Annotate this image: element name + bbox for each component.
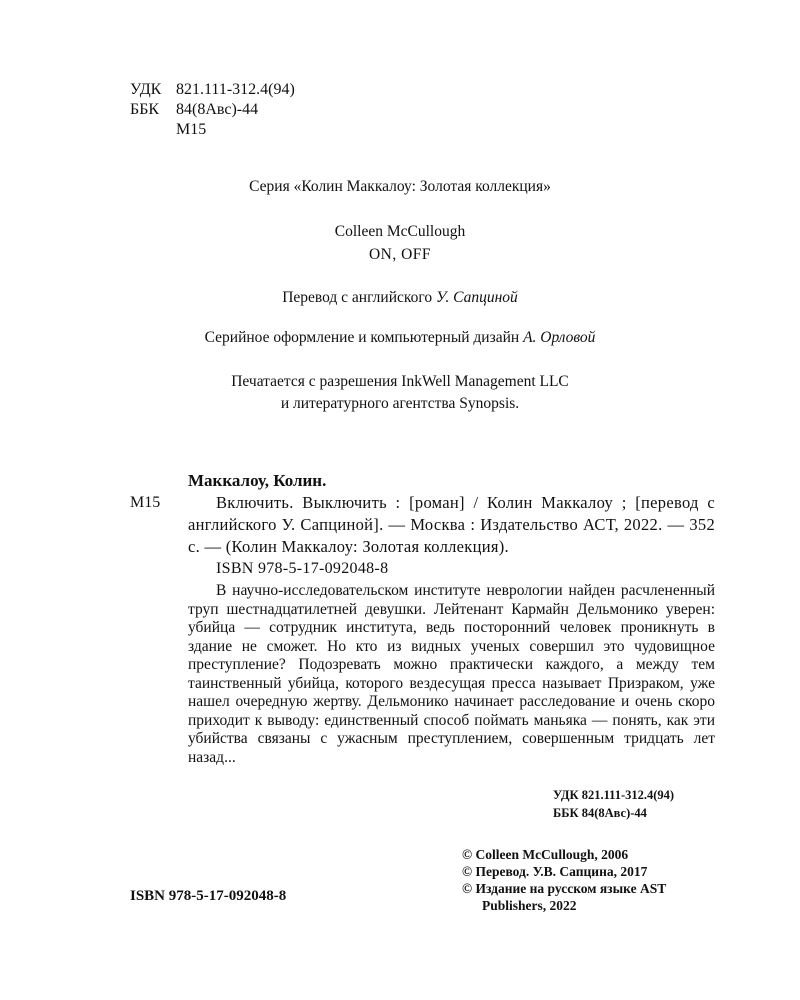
bbk-value: 84(8Авс)-44 (176, 101, 259, 118)
copyright-line-4: Publishers, 2022 (482, 898, 577, 913)
design-credit (0, 329, 800, 347)
udk-row (130, 80, 295, 100)
card-heading: Маккалоу, Колин. (188, 471, 327, 490)
isbn-bottom: ISBN 978-5-17-092048-8 (130, 888, 287, 904)
series-title: Серия «Колин Маккалоу: Золотая коллекция» (249, 178, 551, 195)
copyright-block (462, 846, 666, 914)
author-mark-row (130, 120, 295, 140)
copyright-line-2: © Перевод. У.В. Сапцина, 2017 (462, 864, 648, 879)
card-isbn: ISBN 978-5-17-092048-8 (216, 560, 389, 577)
bbk-label: ББК (130, 101, 160, 118)
copyright-line-3: © Издание на русском языке AST (462, 881, 667, 896)
permission-line-1: Печатается с разрешения InkWell Management LLC (231, 373, 569, 390)
card-description: Включить. Выключить : [роман] / Колин Маккалоу ; [перевод с английского У. Сапциной]. — Москва : Издательство АСТ, 2022. — 352 с. — (Колин Маккалоу: Золотая коллекция). (188, 493, 715, 556)
catalog-card (130, 470, 715, 767)
udk-value: 821.111-312.4(94) (176, 81, 295, 98)
design-text: Серийное оформление и компьютерный дизайн (204, 329, 520, 346)
permission-notice (0, 371, 800, 415)
copyright-line-1: © Colleen McCullough, 2006 (462, 847, 629, 862)
udk-label: УДК (130, 81, 162, 98)
card-code: М15 (130, 494, 161, 511)
card-bbk: ББК 84(8Авс)-44 (553, 806, 647, 820)
card-classification (553, 786, 674, 822)
card-annotation: В научно-исследовательском институте неврологии найден расчлененный труп шестнадцатилетней девушки. Лейтенант Кармайн Дельмонико уверен: убийца — сотрудник института, ведь посторонний человек проникнуть в здание не сможет. Но кто из видных ученых совершил это чудовищное преступление? Подозревать можно практически каждого, а между тем таинственный убийца, которого вездесущая пресса называет Призраком, уже нашел очередную жертву. Дельмонико начинает расследование и очень скоро приходит к выводу: единственный способ поймать маньяка — понять, как эти убийства связаны с ужасным преступлением, совершенным тридцать лет назад... (188, 582, 715, 766)
original-author: Colleen McCullough (334, 223, 466, 240)
card-body (130, 492, 715, 558)
translator-name: У. Сапциной (435, 289, 518, 306)
translation-text: Перевод с английского (282, 289, 433, 306)
card-udk: УДК 821.111-312.4(94) (553, 788, 675, 802)
bbk-row (130, 100, 295, 120)
designer-name: А. Орловой (523, 329, 596, 346)
classification-block (130, 80, 295, 140)
translation-credit (0, 289, 800, 307)
permission-line-2: и литературного агентства Synopsis. (280, 395, 520, 412)
author-mark: М15 (176, 121, 207, 138)
original-title: ON, OFF (368, 246, 432, 263)
